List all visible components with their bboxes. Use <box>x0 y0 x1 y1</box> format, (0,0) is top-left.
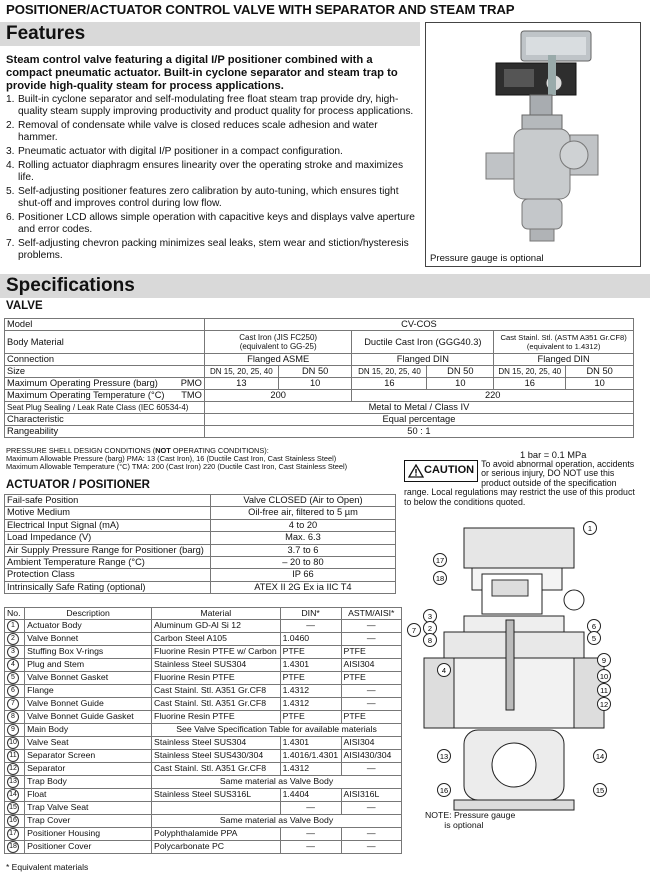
rangeability-value: 50 : 1 <box>204 426 633 438</box>
design-conditions-notes <box>6 447 406 471</box>
table-row <box>5 762 402 775</box>
row-value: Oil-free air, filtered to 5 µm <box>210 507 395 519</box>
part-material: Same material as Valve Body <box>152 775 402 788</box>
part-din: 1.4301 <box>280 658 341 671</box>
row-label: Motive Medium <box>5 507 211 519</box>
callout-marker <box>408 624 421 637</box>
part-number <box>5 645 25 658</box>
feature-text: Self-adjusting chevron packing minimizes seal leaks, stem wear and stiction/hysteresis problems. <box>18 238 409 261</box>
table-row <box>5 736 402 749</box>
row-label: Rangeability <box>5 426 205 438</box>
part-astm: — <box>341 762 401 775</box>
part-astm: PTFE <box>341 671 401 684</box>
table-row <box>5 569 396 581</box>
table-row <box>5 581 396 593</box>
specifications-heading: Specifications <box>0 274 650 298</box>
part-astm: AISI304 <box>341 736 401 749</box>
part-material: See Valve Specification Table for available materials <box>152 723 402 736</box>
part-number-badge: 5 <box>7 672 19 684</box>
table-row <box>5 544 396 556</box>
part-number <box>5 671 25 684</box>
part-astm: — <box>341 684 401 697</box>
table-row <box>5 507 396 519</box>
feature-item <box>6 238 420 262</box>
table-row <box>5 788 402 801</box>
row-label: Model <box>5 319 205 331</box>
part-number <box>5 827 25 840</box>
part-astm: AISI430/304 <box>341 749 401 762</box>
table-row <box>5 710 402 723</box>
notes-line: Maximum Allowable Temperature (°C) TMA: 200 (Cast Iron) 220 (Ductile Cast Iron, Cast Stainless Steel) <box>6 462 348 471</box>
caution-label: CAUTION <box>424 464 475 477</box>
part-number-badge: 12 <box>7 763 19 775</box>
table-row <box>5 840 402 853</box>
feature-text: Pneumatic actuator with digital I/P positioner in a compact configuration. <box>18 146 343 157</box>
callout-number: 3 <box>427 611 433 621</box>
table-row <box>5 801 402 814</box>
part-astm: — <box>341 827 401 840</box>
part-number <box>5 814 25 827</box>
part-din: 1.4016/1.4301 <box>280 749 341 762</box>
pmo-label: Maximum Operating Pressure (barg) <box>7 378 158 388</box>
part-material: Cast Stainl. Stl. A351 Gr.CF8 <box>152 697 281 710</box>
callout-marker <box>438 750 451 763</box>
callout-number: 15 <box>595 785 605 795</box>
callout-number: 5 <box>591 633 597 643</box>
table-row <box>5 390 634 402</box>
body-material-stainless: Cast Stainl. Stl. (ASTM A351 Gr.CF8) (equivalent to 1.4312) <box>494 331 634 354</box>
part-din: — <box>280 801 341 814</box>
part-description: Plug and Stem <box>25 658 152 671</box>
feature-number: 1. <box>6 94 15 105</box>
callout-number: 4 <box>441 665 447 675</box>
diagram-note: NOTE: Pressure gauge is optional <box>425 810 516 830</box>
part-material: Stainless Steel SUS304 <box>152 658 281 671</box>
callout-number: 9 <box>601 655 607 665</box>
part-description: Separator <box>25 762 152 775</box>
tmo-label: Maximum Operating Temperature (°C) <box>7 390 165 400</box>
part-description: Actuator Body <box>25 619 152 632</box>
row-label: Seat Plug Sealing / Leak Rate Class (IEC 60534-4) <box>5 402 205 414</box>
table-row <box>5 426 634 438</box>
table-row <box>5 519 396 531</box>
unit-conversion-note: 1 bar = 0.1 MPa <box>520 450 587 460</box>
part-number-badge: 8 <box>7 711 19 723</box>
row-label: Size <box>5 366 205 378</box>
feature-item <box>6 94 420 118</box>
valve-spec-table <box>4 318 634 438</box>
table-row <box>5 749 402 762</box>
callout-number: 17 <box>435 555 445 565</box>
part-din: — <box>280 827 341 840</box>
callout-marker <box>588 632 601 645</box>
valve-photo-illustration <box>426 23 640 253</box>
part-material: Aluminum GD-Al Si 12 <box>152 619 281 632</box>
table-row <box>5 366 634 378</box>
part-number-badge: 17 <box>7 828 19 840</box>
part-astm: — <box>341 697 401 710</box>
row-label: Connection <box>5 354 205 366</box>
table-row <box>5 319 634 331</box>
row-label: Load Impedance (V) <box>5 532 211 544</box>
caution-badge <box>404 460 478 482</box>
part-astm: — <box>341 801 401 814</box>
part-number <box>5 762 25 775</box>
feature-number: 3. <box>6 146 15 157</box>
part-material: Cast Stainl. Stl. A351 Gr.CF8 <box>152 684 281 697</box>
feature-item <box>6 146 420 158</box>
row-label: Electrical Input Signal (mA) <box>5 519 211 531</box>
pmo-value: 16 <box>352 378 427 390</box>
notes-text: OPERATING CONDITIONS): <box>170 446 269 455</box>
seat-value: Metal to Metal / Class IV <box>204 402 633 414</box>
pmo-symbol: PMO <box>180 378 202 388</box>
column-header: Description <box>25 608 152 620</box>
callout-marker <box>584 522 597 535</box>
size-value: DN 50 <box>427 366 494 378</box>
callout-marker <box>598 698 611 711</box>
features-list <box>6 94 420 264</box>
callout-marker <box>438 664 451 677</box>
table-row <box>5 354 634 366</box>
table-row <box>5 723 402 736</box>
part-din: 1.4404 <box>280 788 341 801</box>
callout-marker <box>598 684 611 697</box>
part-astm: — <box>341 632 401 645</box>
feature-item <box>6 120 420 144</box>
table-row <box>5 814 402 827</box>
row-value: IP 66 <box>210 569 395 581</box>
row-value: 3.7 to 6 <box>210 544 395 556</box>
table-row <box>5 378 634 390</box>
part-material <box>152 801 281 814</box>
part-astm: PTFE <box>341 645 401 658</box>
callout-number: 12 <box>599 699 609 709</box>
part-number-badge: 2 <box>7 633 19 645</box>
tmo-symbol: TMO <box>181 390 202 400</box>
table-header-row <box>5 608 402 620</box>
part-description: Positioner Housing <box>25 827 152 840</box>
feature-text: Removal of condensate while valve is closed reduces scale adhesion and water hammer. <box>18 120 378 143</box>
part-din: 1.4312 <box>280 684 341 697</box>
connection-value: Flanged DIN <box>352 354 494 366</box>
feature-number: 6. <box>6 212 15 223</box>
tmo-value: 200 <box>204 390 352 402</box>
callout-marker <box>598 654 611 667</box>
actuator-subheading: ACTUATOR / POSITIONER <box>6 479 150 491</box>
part-astm: AISI304 <box>341 658 401 671</box>
size-value: DN 50 <box>566 366 634 378</box>
part-din: 1.4301 <box>280 736 341 749</box>
characteristic-value: Equal percentage <box>204 414 633 426</box>
part-material: Cast Stainl. Stl. A351 Gr.CF8 <box>152 762 281 775</box>
part-number <box>5 684 25 697</box>
callout-number: 6 <box>591 621 597 631</box>
column-header: ASTM/AISI* <box>341 608 401 620</box>
feature-number: 5. <box>6 186 15 197</box>
part-number <box>5 632 25 645</box>
row-value: 4 to 20 <box>210 519 395 531</box>
materials-table <box>4 607 402 854</box>
part-astm: PTFE <box>341 710 401 723</box>
part-number <box>5 775 25 788</box>
size-value: DN 50 <box>278 366 352 378</box>
column-header: No. <box>5 608 25 620</box>
feature-number: 7. <box>6 238 15 249</box>
row-label: Body Material <box>5 331 205 354</box>
part-material: Stainless Steel SUS316L <box>152 788 281 801</box>
callout-marker <box>438 784 451 797</box>
part-material: Fluorine Resin PTFE w/ Carbon <box>152 645 281 658</box>
caution-notice <box>404 460 636 507</box>
part-number <box>5 840 25 853</box>
footnote: * Equivalent materials <box>6 862 89 872</box>
row-label: Characteristic <box>5 414 205 426</box>
photo-caption: Pressure gauge is optional <box>430 253 544 264</box>
model-value: CV-COS <box>204 319 633 331</box>
feature-text: Positioner LCD allows simple operation with capacitive keys and displays valve aperture and error codes. <box>18 212 415 235</box>
notes-line: Maximum Allowable Pressure (barg) PMA: 13 (Cast Iron), 16 (Ductile Cast Iron, Cast Stainless Steel) <box>6 454 337 463</box>
part-number-badge: 1 <box>7 620 19 632</box>
valve-subheading: VALVE <box>6 300 43 312</box>
table-row <box>5 557 396 569</box>
body-material-cast-iron: Cast Iron (JIS FC250) (equivalent to GG-25) <box>204 331 352 354</box>
actuator-spec-table <box>4 494 396 594</box>
part-number-badge: 3 <box>7 646 19 658</box>
table-row <box>5 671 402 684</box>
part-number <box>5 749 25 762</box>
feature-text: Built-in cyclone separator and self-modulating free float steam trap provide dry, high-quality steam supply improving productivity and product quality for process applications. <box>18 94 414 117</box>
pmo-value: 10 <box>427 378 494 390</box>
connection-value: Flanged ASME <box>204 354 352 366</box>
feature-text: Self-adjusting positioner features zero calibration by auto-tuning, which ensures tight shut-off and improves control during low flow. <box>18 186 399 209</box>
part-number <box>5 619 25 632</box>
row-value: – 20 to 80 <box>210 557 395 569</box>
row-label <box>5 390 205 402</box>
part-material: Fluorine Resin PTFE <box>152 710 281 723</box>
feature-number: 2. <box>6 120 15 131</box>
table-row <box>5 495 396 507</box>
notes-emphasis: NOT <box>155 446 171 455</box>
table-row <box>5 658 402 671</box>
row-value: Max. 6.3 <box>210 532 395 544</box>
part-description: Trap Body <box>25 775 152 788</box>
part-number <box>5 710 25 723</box>
size-value: DN 15, 20, 25, 40 <box>352 366 427 378</box>
table-row <box>5 827 402 840</box>
part-number-badge: 9 <box>7 724 19 736</box>
feature-text: Rolling actuator diaphragm ensures linearity over the operating stroke and maximizes life. <box>18 160 404 183</box>
row-label: Fail-safe Position <box>5 495 211 507</box>
feature-number: 4. <box>6 160 15 171</box>
callout-number: 14 <box>595 751 605 761</box>
part-number <box>5 697 25 710</box>
part-material: Stainless Steel SUS304 <box>152 736 281 749</box>
part-astm: — <box>341 619 401 632</box>
column-header: Material <box>152 608 281 620</box>
table-row <box>5 331 634 354</box>
warning-triangle-icon <box>408 464 424 478</box>
part-description: Float <box>25 788 152 801</box>
part-number <box>5 788 25 801</box>
callout-number: 13 <box>439 751 449 761</box>
valve-cross-section-diagram <box>404 520 644 820</box>
table-row <box>5 532 396 544</box>
page-title: POSITIONER/ACTUATOR CONTROL VALVE WITH SEPARATOR AND STEAM TRAP <box>6 2 515 17</box>
part-astm: AISI316L <box>341 788 401 801</box>
callout-number: 18 <box>435 573 445 583</box>
part-description: Stuffing Box V-rings <box>25 645 152 658</box>
row-label: Ambient Temperature Range (°C) <box>5 557 211 569</box>
row-label <box>5 378 205 390</box>
row-value: Valve CLOSED (Air to Open) <box>210 495 395 507</box>
part-din: — <box>280 840 341 853</box>
feature-item <box>6 212 420 236</box>
part-description: Separator Screen <box>25 749 152 762</box>
product-photo <box>425 22 641 267</box>
callout-marker <box>434 554 447 567</box>
part-din: PTFE <box>280 645 341 658</box>
features-intro: Steam control valve featuring a digital I/P positioner combined with a compact pneumatic actuator. Built-in cyclone separator and steam trap to provide high-quality steam for process applications. <box>6 54 398 92</box>
pmo-value: 10 <box>566 378 634 390</box>
part-number-badge: 11 <box>7 750 19 762</box>
table-row <box>5 775 402 788</box>
callout-number: 7 <box>411 625 417 635</box>
callout-marker <box>424 634 437 647</box>
callout-marker <box>424 622 437 635</box>
part-description: Valve Bonnet Gasket <box>25 671 152 684</box>
part-number-badge: 13 <box>7 776 19 788</box>
callout-number: 2 <box>427 623 433 633</box>
column-header: DIN* <box>280 608 341 620</box>
row-value: ATEX II 2G Ex ia IIC T4 <box>210 581 395 593</box>
part-description: Positioner Cover <box>25 840 152 853</box>
part-description: Main Body <box>25 723 152 736</box>
part-description: Valve Bonnet Guide <box>25 697 152 710</box>
feature-item <box>6 186 420 210</box>
callout-marker <box>424 610 437 623</box>
caution-text: To avoid abnormal operation, accidents or serious injury, DO NOT use this product outside of the specification range. Local regulations may restrict the use of this product to below the conditions quoted. <box>404 459 635 507</box>
part-din: 1.4312 <box>280 697 341 710</box>
row-label: Air Supply Pressure Range for Positioner (barg) <box>5 544 211 556</box>
part-din: PTFE <box>280 671 341 684</box>
table-row <box>5 414 634 426</box>
part-number-badge: 7 <box>7 698 19 710</box>
callout-marker <box>594 784 607 797</box>
part-number <box>5 658 25 671</box>
callout-number: 8 <box>427 635 433 645</box>
part-material: Polyphthalamide PPA <box>152 827 281 840</box>
part-din: 1.0460 <box>280 632 341 645</box>
callout-number: 10 <box>599 671 609 681</box>
body-material-ductile: Ductile Cast Iron (GGG40.3) <box>352 331 494 354</box>
size-value: DN 15, 20, 25, 40 <box>494 366 566 378</box>
table-row <box>5 684 402 697</box>
features-heading: Features <box>0 22 420 46</box>
part-description: Flange <box>25 684 152 697</box>
part-number-badge: 15 <box>7 802 19 814</box>
pmo-value: 10 <box>278 378 352 390</box>
part-number <box>5 736 25 749</box>
part-material: Fluorine Resin PTFE <box>152 671 281 684</box>
part-number-badge: 4 <box>7 659 19 671</box>
table-row <box>5 619 402 632</box>
callout-number: 1 <box>587 523 593 533</box>
part-number-badge: 6 <box>7 685 19 697</box>
table-row <box>5 632 402 645</box>
part-material: Polycarbonate PC <box>152 840 281 853</box>
part-number <box>5 723 25 736</box>
part-material: Same material as Valve Body <box>152 814 402 827</box>
table-row <box>5 645 402 658</box>
part-material: Stainless Steel SUS430/304 <box>152 749 281 762</box>
pmo-value: 13 <box>204 378 278 390</box>
part-din: 1.4312 <box>280 762 341 775</box>
callout-marker <box>434 572 447 585</box>
part-number-badge: 10 <box>7 737 19 749</box>
part-description: Trap Cover <box>25 814 152 827</box>
part-description: Valve Bonnet <box>25 632 152 645</box>
tmo-value: 220 <box>352 390 634 402</box>
part-din: — <box>280 619 341 632</box>
row-label: Protection Class <box>5 569 211 581</box>
part-number-badge: 16 <box>7 815 19 827</box>
part-description: Valve Seat <box>25 736 152 749</box>
callout-marker <box>598 670 611 683</box>
callout-number: 11 <box>600 685 608 695</box>
notes-text: PRESSURE SHELL DESIGN CONDITIONS ( <box>6 446 156 455</box>
part-number-badge: 18 <box>7 841 19 853</box>
part-description: Trap Valve Seat <box>25 801 152 814</box>
table-row <box>5 697 402 710</box>
feature-item <box>6 160 420 184</box>
row-label: Intrinsically Safe Rating (optional) <box>5 581 211 593</box>
size-value: DN 15, 20, 25, 40 <box>204 366 278 378</box>
table-row <box>5 402 634 414</box>
callout-marker <box>588 620 601 633</box>
part-number <box>5 801 25 814</box>
callout-number: 16 <box>439 785 449 795</box>
callout-marker <box>594 750 607 763</box>
connection-value: Flanged DIN <box>494 354 634 366</box>
part-material: Carbon Steel A105 <box>152 632 281 645</box>
part-description: Valve Bonnet Guide Gasket <box>25 710 152 723</box>
part-din: PTFE <box>280 710 341 723</box>
part-astm: — <box>341 840 401 853</box>
pmo-value: 16 <box>494 378 566 390</box>
part-number-badge: 14 <box>7 789 19 801</box>
